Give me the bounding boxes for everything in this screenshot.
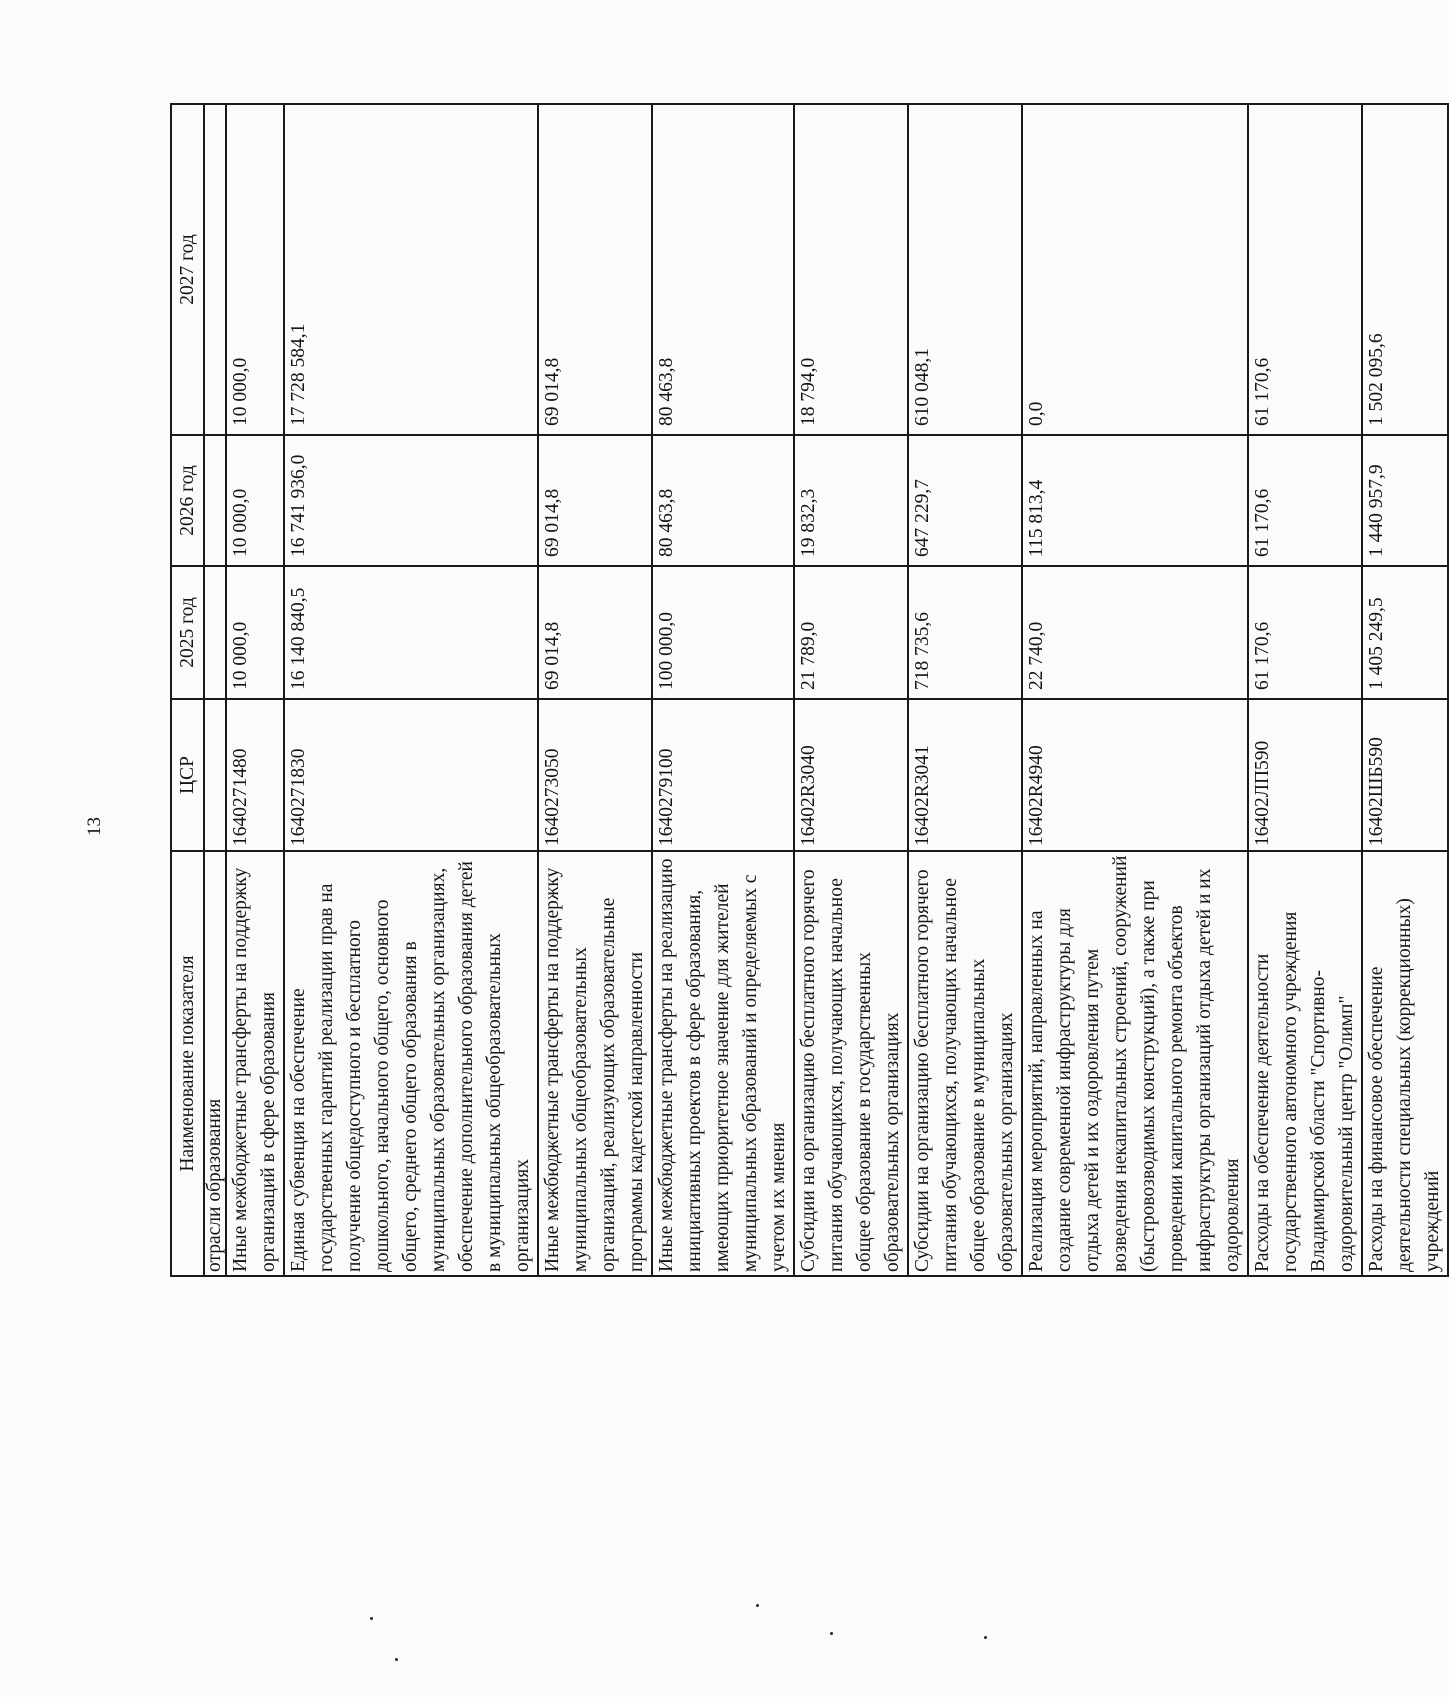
page-number: 13 (84, 817, 105, 836)
header-year-2027: 2027 год (171, 104, 204, 435)
row-code: 16402R3041 (908, 699, 1022, 851)
row-code: 16402ЛП590 (1248, 699, 1362, 851)
row-value-2026: 647 229,7 (908, 435, 1022, 566)
row-value-2026: 115 813,4 (1022, 435, 1248, 566)
row-value-2026 (204, 435, 226, 566)
row-name: Иные межбюджетные трансферты на поддержку муниципальных общеобразовательных организаций, реализующих образовательные программы кадетской направленности (538, 851, 652, 1276)
scan-speck (370, 1617, 373, 1620)
row-value-2027: 61 170,6 (1248, 104, 1362, 435)
row-code: 1640273050 (538, 699, 652, 851)
table-row (1022, 104, 1248, 1276)
header-code: ЦСР (171, 699, 204, 851)
row-value-2027: 10 000,0 (226, 104, 284, 435)
row-code: 16402ШБ590 (1362, 699, 1448, 851)
header-year-2025: 2025 год (171, 566, 204, 699)
row-value-2025: 718 735,6 (908, 566, 1022, 699)
row-value-2026: 61 170,6 (1248, 435, 1362, 566)
row-value-2026: 19 832,3 (794, 435, 908, 566)
row-name: Иные межбюджетные трансферты на реализацию инициативных проектов в сфере образования, имеющих приоритетное значение для жителей муниципальных образований и определяемых с учетом их мнения (652, 851, 794, 1276)
table-row (226, 104, 284, 1276)
row-value-2025 (204, 566, 226, 699)
scan-speck (395, 1658, 398, 1661)
row-name: Единая субвенция на обеспечение государственных гарантий реализации прав на получение общедоступного и бесплатного дошкольного, начального общего, основного общего, среднего общего образования в муниципальных образовательных организациях, обеспечение дополнительного образования детей в муниципальных общеобразовательных организациях (284, 851, 538, 1276)
row-code: 16402R4940 (1022, 699, 1248, 851)
row-name: Субсидии на организацию бесплатного горячего питания обучающихся, получающих начальное общее образование в муниципальных образовательных организациях (908, 851, 1022, 1276)
row-value-2027 (204, 104, 226, 435)
row-value-2025: 10 000,0 (226, 566, 284, 699)
row-value-2025: 61 170,6 (1248, 566, 1362, 699)
table-row (794, 104, 908, 1276)
row-value-2025: 69 014,8 (538, 566, 652, 699)
row-name: Субсидии на организацию бесплатного горячего питания обучающихся, получающих начальное общее образование в государственных образовательных организациях (794, 851, 908, 1276)
row-value-2025: 16 140 840,5 (284, 566, 538, 699)
table-row (204, 104, 226, 1276)
row-value-2027: 18 794,0 (794, 104, 908, 435)
table-row (1248, 104, 1362, 1276)
scan-speck (830, 1632, 833, 1635)
rotated-table-container (170, 105, 1443, 1277)
row-value-2027: 610 048,1 (908, 104, 1022, 435)
row-value-2027: 80 463,8 (652, 104, 794, 435)
header-year-2026: 2026 год (171, 435, 204, 566)
scan-speck (984, 1636, 987, 1639)
row-code: 1640271830 (284, 699, 538, 851)
table-row (652, 104, 794, 1276)
row-value-2026: 80 463,8 (652, 435, 794, 566)
row-name: отрасли образования (204, 851, 226, 1276)
row-value-2026: 10 000,0 (226, 435, 284, 566)
table-row (908, 104, 1022, 1276)
row-name: Иные межбюджетные трансферты на поддержку организаций в сфере образования (226, 851, 284, 1276)
row-name: Реализация мероприятий, направленных на создание современной инфраструктуры для отдыха детей и их оздоровления путем возведения некапитальных строений, сооружений (быстровозводимых конструкций), а также при проведении капитального ремонта объектов инфраструктуры организаций отдыха детей и их оздоровления (1022, 851, 1248, 1276)
row-code: 16402R3040 (794, 699, 908, 851)
row-name: Расходы на обеспечение деятельности государственного автономного учреждения Владимирской области "Спортивно-оздоровительный центр "Олимп" (1248, 851, 1362, 1276)
row-name: Расходы на финансовое обеспечение деятельности специальных (коррекционных) учреждений (1362, 851, 1448, 1276)
row-value-2026: 69 014,8 (538, 435, 652, 566)
row-value-2027: 0,0 (1022, 104, 1248, 435)
table-row (538, 104, 652, 1276)
header-indicator-name: Наименование показателя (171, 851, 204, 1276)
row-value-2025: 22 740,0 (1022, 566, 1248, 699)
row-value-2025: 100 000,0 (652, 566, 794, 699)
table-row (284, 104, 538, 1276)
row-code: 1640279100 (652, 699, 794, 851)
row-value-2026: 1 440 957,9 (1362, 435, 1448, 566)
scan-speck (756, 1604, 759, 1607)
row-value-2027: 1 502 095,6 (1362, 104, 1448, 435)
table-row (1362, 104, 1448, 1276)
budget-table (170, 103, 1449, 1277)
row-value-2025: 1 405 249,5 (1362, 566, 1448, 699)
row-value-2027: 17 728 584,1 (284, 104, 538, 435)
row-value-2025: 21 789,0 (794, 566, 908, 699)
row-code (204, 699, 226, 851)
table-header-row (171, 104, 204, 1276)
row-value-2026: 16 741 936,0 (284, 435, 538, 566)
row-code: 1640271480 (226, 699, 284, 851)
row-value-2027: 69 014,8 (538, 104, 652, 435)
